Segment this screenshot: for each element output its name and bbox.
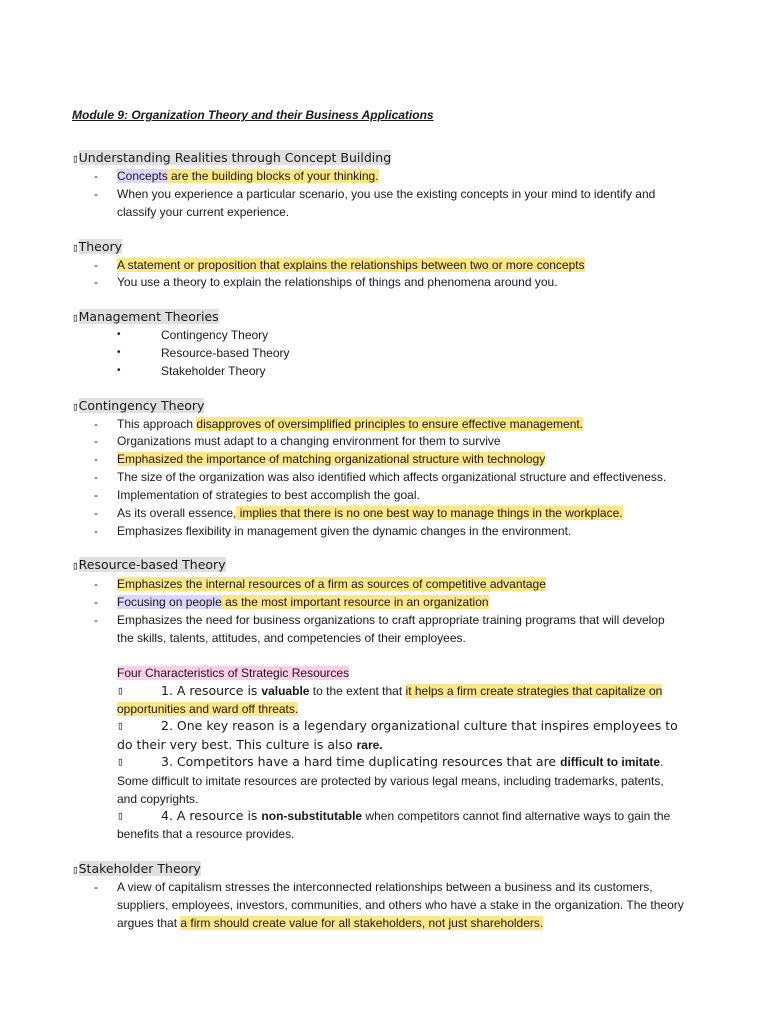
section-heading-management: ▯Management Theories [72, 309, 219, 324]
bullet-marker: • [117, 347, 121, 358]
box-icon: ▯ [72, 311, 79, 324]
dash-marker: - [94, 434, 98, 448]
dash-marker: - [94, 613, 98, 627]
box-icon: ▯ [72, 400, 79, 413]
list-item: Emphasizes the internal resources of a firm as sources of competitive advantage [117, 577, 546, 591]
list-item: A view of capitalism stresses the interconnected relationships between a business and its customers, [117, 880, 653, 894]
box-icon: ▯ [117, 684, 124, 697]
bullet-item: Stakeholder Theory [161, 364, 266, 378]
document-title: Module 9: Organization Theory and their Business Applications [72, 108, 434, 122]
box-icon: ▯ [72, 559, 79, 572]
box-icon: ▯ [117, 719, 124, 732]
section-heading-stakeholder: ▯Stakeholder Theory [72, 861, 201, 876]
list-item: Concepts are the building blocks of your thinking. [117, 169, 379, 183]
list-item: This approach disapproves of oversimplified principles to ensure effective management. [117, 417, 584, 431]
section-heading-contingency: ▯Contingency Theory [72, 398, 205, 413]
list-item: Implementation of strategies to best accomplish the goal. [117, 488, 420, 502]
list-item: As its overall essence, implies that there is no one best way to manage things in the workplace. [117, 506, 623, 520]
dash-marker: - [94, 524, 98, 538]
box-icon: ▯ [72, 863, 79, 876]
dash-marker: - [94, 880, 98, 894]
characteristic-item: 1. A resource is valuable to the extent that it helps a firm create strategies that capitalize on [161, 683, 663, 698]
bullet-marker: • [117, 329, 121, 340]
list-item: Emphasizes flexibility in management given the dynamic changes in the environment. [117, 524, 572, 538]
dash-marker: - [94, 595, 98, 609]
dash-marker: - [94, 506, 98, 520]
characteristic-continuation: do their very best. This culture is also rare. [117, 737, 383, 752]
dash-marker: - [94, 258, 98, 272]
box-icon: ▯ [72, 152, 79, 165]
characteristic-continuation: opportunities and ward off threats. [117, 702, 299, 716]
section-heading-understanding: ▯Understanding Realities through Concept Building [72, 150, 392, 165]
list-item-continuation: classify your current experience. [117, 205, 290, 219]
characteristic-continuation: and copyrights. [117, 792, 199, 806]
dash-marker: - [94, 577, 98, 591]
list-item-continuation: argues that a firm should create value for all stakeholders, not just shareholders. [117, 916, 544, 930]
list-item: Focusing on people as the most important resource in an organization [117, 595, 489, 609]
list-item: Organizations must adapt to a changing environment for them to survive [117, 434, 501, 448]
list-item-continuation: suppliers, employees, investors, communities, and others who have a stake in the organization. The theory [117, 898, 684, 912]
characteristic-continuation: benefits that a resource provides. [117, 827, 295, 841]
dash-marker: - [94, 470, 98, 484]
box-icon: ▯ [117, 755, 124, 768]
list-item: You use a theory to explain the relationships of things and phenomena around you. [117, 275, 558, 289]
dash-marker: - [94, 187, 98, 201]
list-item: Emphasized the importance of matching organizational structure with technology [117, 452, 546, 466]
list-item: The size of the organization was also identified which affects organizational structure and effectiveness. [117, 470, 667, 484]
dash-marker: - [94, 169, 98, 183]
dash-marker: - [94, 275, 98, 289]
dash-marker: - [94, 452, 98, 466]
subsection-title: Four Characteristics of Strategic Resources [117, 666, 350, 680]
characteristic-item: 3. Competitors have a hard time duplicating resources that are difficult to imitate. [161, 754, 664, 769]
dash-marker: - [94, 488, 98, 502]
list-item: When you experience a particular scenario, you use the existing concepts in your mind to identify and [117, 187, 656, 201]
dash-marker: - [94, 417, 98, 431]
bullet-item: Contingency Theory [161, 328, 269, 342]
box-icon: ▯ [117, 809, 124, 822]
characteristic-continuation: Some difficult to imitate resources are protected by various legal means, including trademarks, patents, [117, 774, 664, 788]
bullet-marker: • [117, 365, 121, 376]
characteristic-item: 2. One key reason is a legendary organizational culture that inspires employees to [161, 718, 678, 733]
list-item: A statement or proposition that explains the relationships between two or more concepts [117, 258, 585, 272]
list-item-continuation: the skills, talents, attitudes, and competencies of their employees. [117, 631, 466, 645]
section-heading-theory: ▯Theory [72, 239, 123, 254]
section-heading-resource: ▯Resource-based Theory [72, 557, 226, 572]
box-icon: ▯ [72, 241, 79, 254]
characteristic-item: 4. A resource is non-substitutable when competitors cannot find alternative ways to gain the [161, 808, 671, 823]
list-item: Emphasizes the need for business organizations to craft appropriate training programs that will develop [117, 613, 665, 627]
bullet-item: Resource-based Theory [161, 346, 290, 360]
